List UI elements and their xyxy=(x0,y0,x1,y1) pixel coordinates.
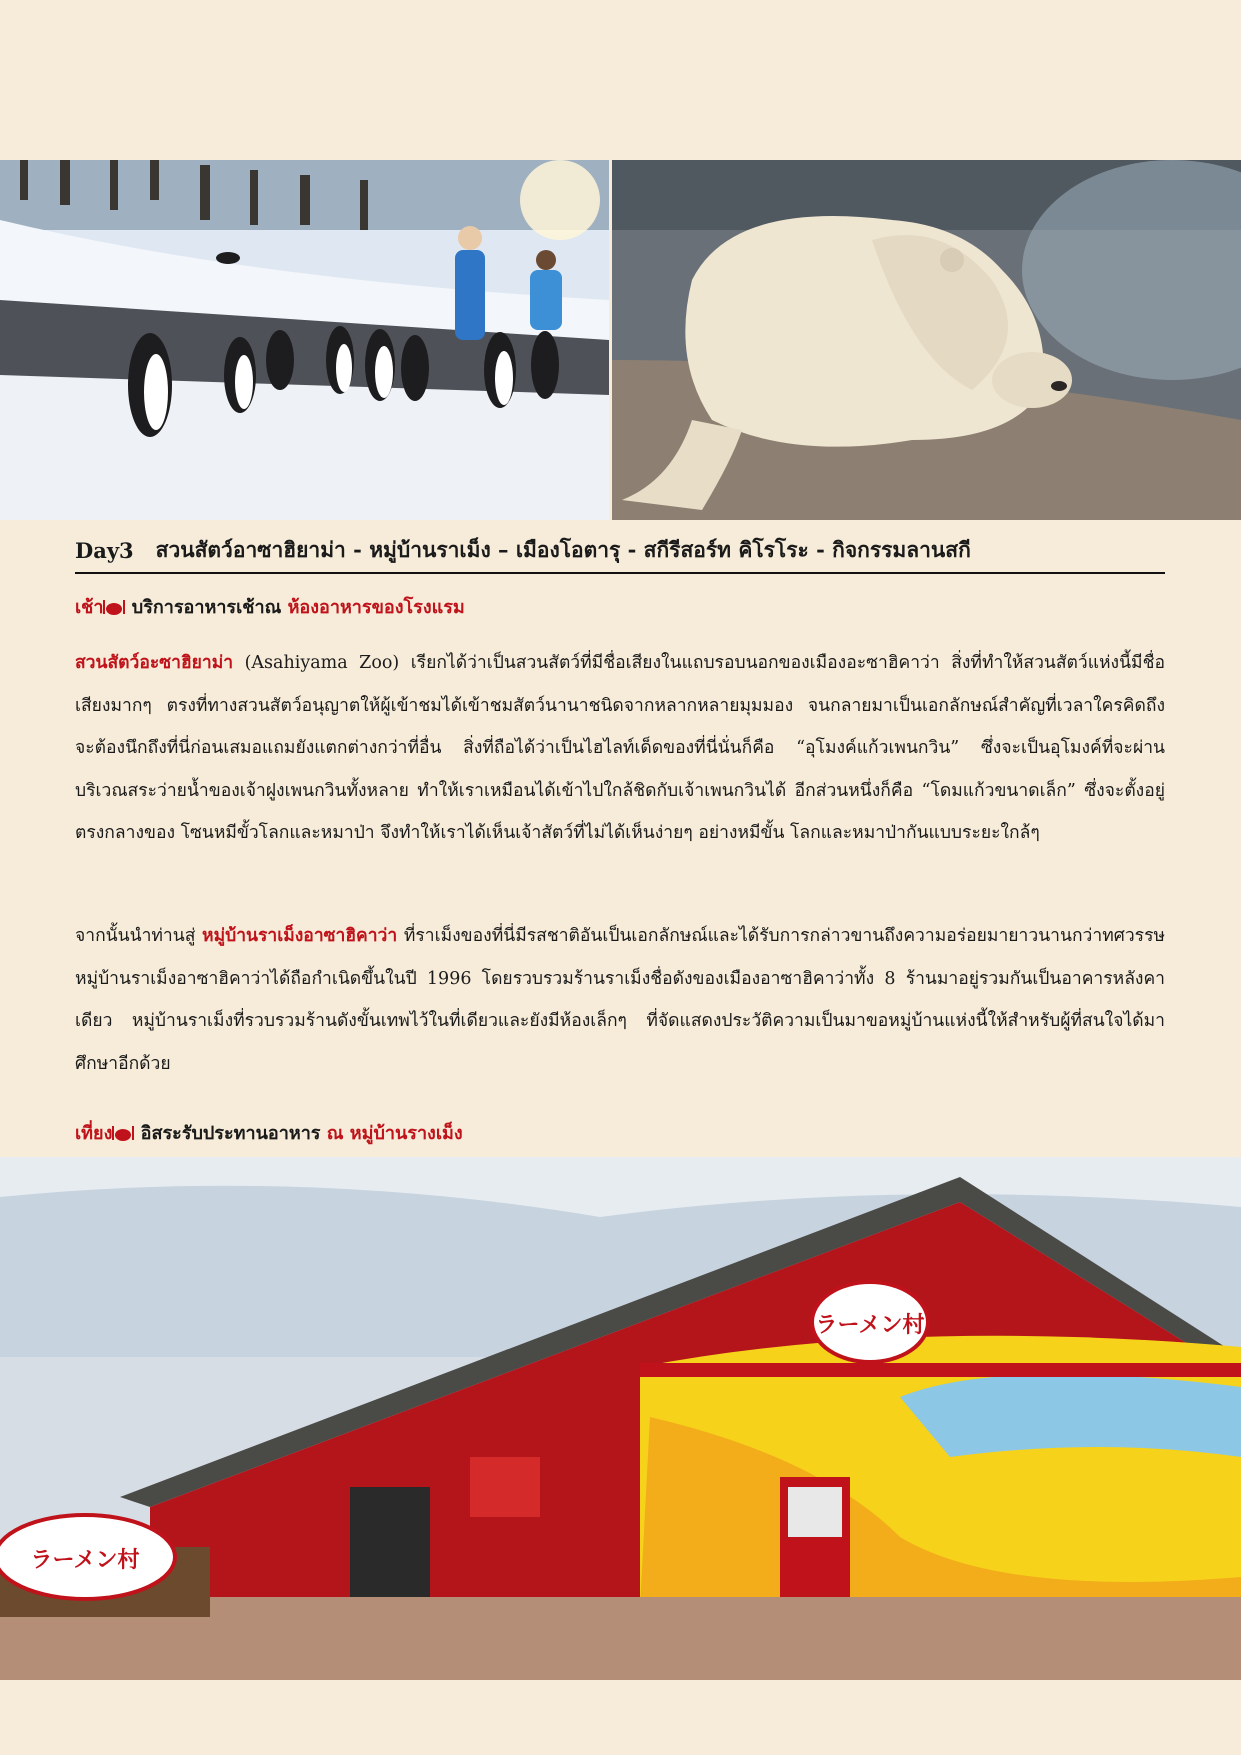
lunch-label: เที่ยง xyxy=(75,1123,113,1144)
lunch-line xyxy=(75,1118,1165,1147)
day-label: Day3 xyxy=(75,537,134,563)
breakfast-place: ห้องอาหารของโรงแรม xyxy=(287,597,465,618)
dish-icon xyxy=(112,1124,134,1142)
polar-bear-photo xyxy=(612,160,1241,520)
penguin-parade-photo xyxy=(0,160,609,520)
ramen-village-photo xyxy=(0,1157,1241,1680)
day-heading xyxy=(75,528,1165,574)
dish-icon xyxy=(103,598,125,616)
breakfast-label: เช้า xyxy=(75,597,104,618)
ramen-village-name: หมู่บ้านราเม็งอาซาฮิคาว่า xyxy=(202,926,398,946)
ramen-intro: จากนั้นนำท่านสู่ xyxy=(75,926,196,946)
lunch-place: ณ หมู่บ้านรางเม็ง xyxy=(326,1123,463,1144)
zoo-name: สวนสัตว์อะซาฮิยาม่า xyxy=(75,653,234,673)
breakfast-line xyxy=(75,592,1165,621)
building-sign-text: ラーメン村 xyxy=(815,1313,925,1338)
breakfast-text: บริการอาหารเช้าณ xyxy=(131,597,282,618)
day-title: สวนสัตว์อาซาฮิยาม่า - หมู่บ้านราเม็ง – เมืองโอตารุ - สกีรีสอร์ท คิโรโระ - กิจกรรมลานสกี xyxy=(155,536,971,562)
zoo-paragraph xyxy=(75,642,1165,855)
lunch-text: อิสระรับประทานอาหาร xyxy=(140,1123,321,1144)
zoo-body: (Asahiyama Zoo) เรียกได้ว่าเป็นสวนสัตว์ที่มีชื่อเสียงในแถบรอบนอกของเมืองอะซาฮิคาว่า สิ่งที่ทำให้สวนสัตว์แห่งนี้มีชื่อเสียงมากๆ ตรงที่ทางสวนสัตว์อนุญาตให้ผู้เข้าชมได้เข้าชมสัตว์นานาชนิดจากหลากหลายมุมมอง จนกลายมาเป็นเอกลักษณ์สำคัญที่เวลาใครคิดถึงจะต้องนึกถึงที่นี่ก่อนเสมอแถมยังแตกต่างกว่าที่อื่น สิ่งที่ถือได้ว่าเป็นไฮไลท์เด็ดของที่นี่นั่นก็คือ “อุโมงค์แก้วเพนกวิน” ซึ่งจะเป็นอุโมงค์ที่จะผ่านบริเวณสระว่ายน้ำของเจ้าฝูงเพนกวินทั้งหลาย ทำให้เราเหมือนได้เข้าไปใกล้ชิดกับเจ้าเพนกวินได้ อีกส่วนหนึ่งก็คือ “โดมแก้วขนาดเล็ก” ซึ่งจะตั้งอยู่ตรงกลางของ โซนหมีขั้วโลกและหมาป่า จึงทำให้เราได้เห็นเจ้าสัตว์ที่ไม่ได้เห็นง่ายๆ อย่างหมีขั้น โลกและหมาป่ากันแบบระยะใกล้ๆ xyxy=(75,653,1165,843)
ramen-paragraph xyxy=(75,915,1165,1085)
fence-sign-text: ラーメン村 xyxy=(30,1548,140,1573)
ramen-body: ที่ราเม็งของที่นี่มีรสชาติอันเป็นเอกลักษณ์และได้รับการกล่าวขานถึงความอร่อยมายาวนานกว่าทศวรรษ หมู่บ้านราเม็งอาซาฮิคาว่าได้ถือกำเนิดขึ้นในปี 1996 โดยรวบรวมร้านราเม็งชื่อดังของเมืองอาซาฮิคาว่าทั้ง 8 ร้านมาอยู่รวมกันเป็นอาคารหลังคาเดียว หมู่บ้านราเม็งที่รวบรวมร้านดังขั้นเทพไว้ในที่เดียวและยังมีห้องเล็กๆ ที่จัดแสดงประวัติความเป็นมาขอหมู่บ้านแห่งนี้ให้สำหรับผู้ที่สนใจได้มาศึกษาอีกด้วย xyxy=(75,926,1165,1074)
